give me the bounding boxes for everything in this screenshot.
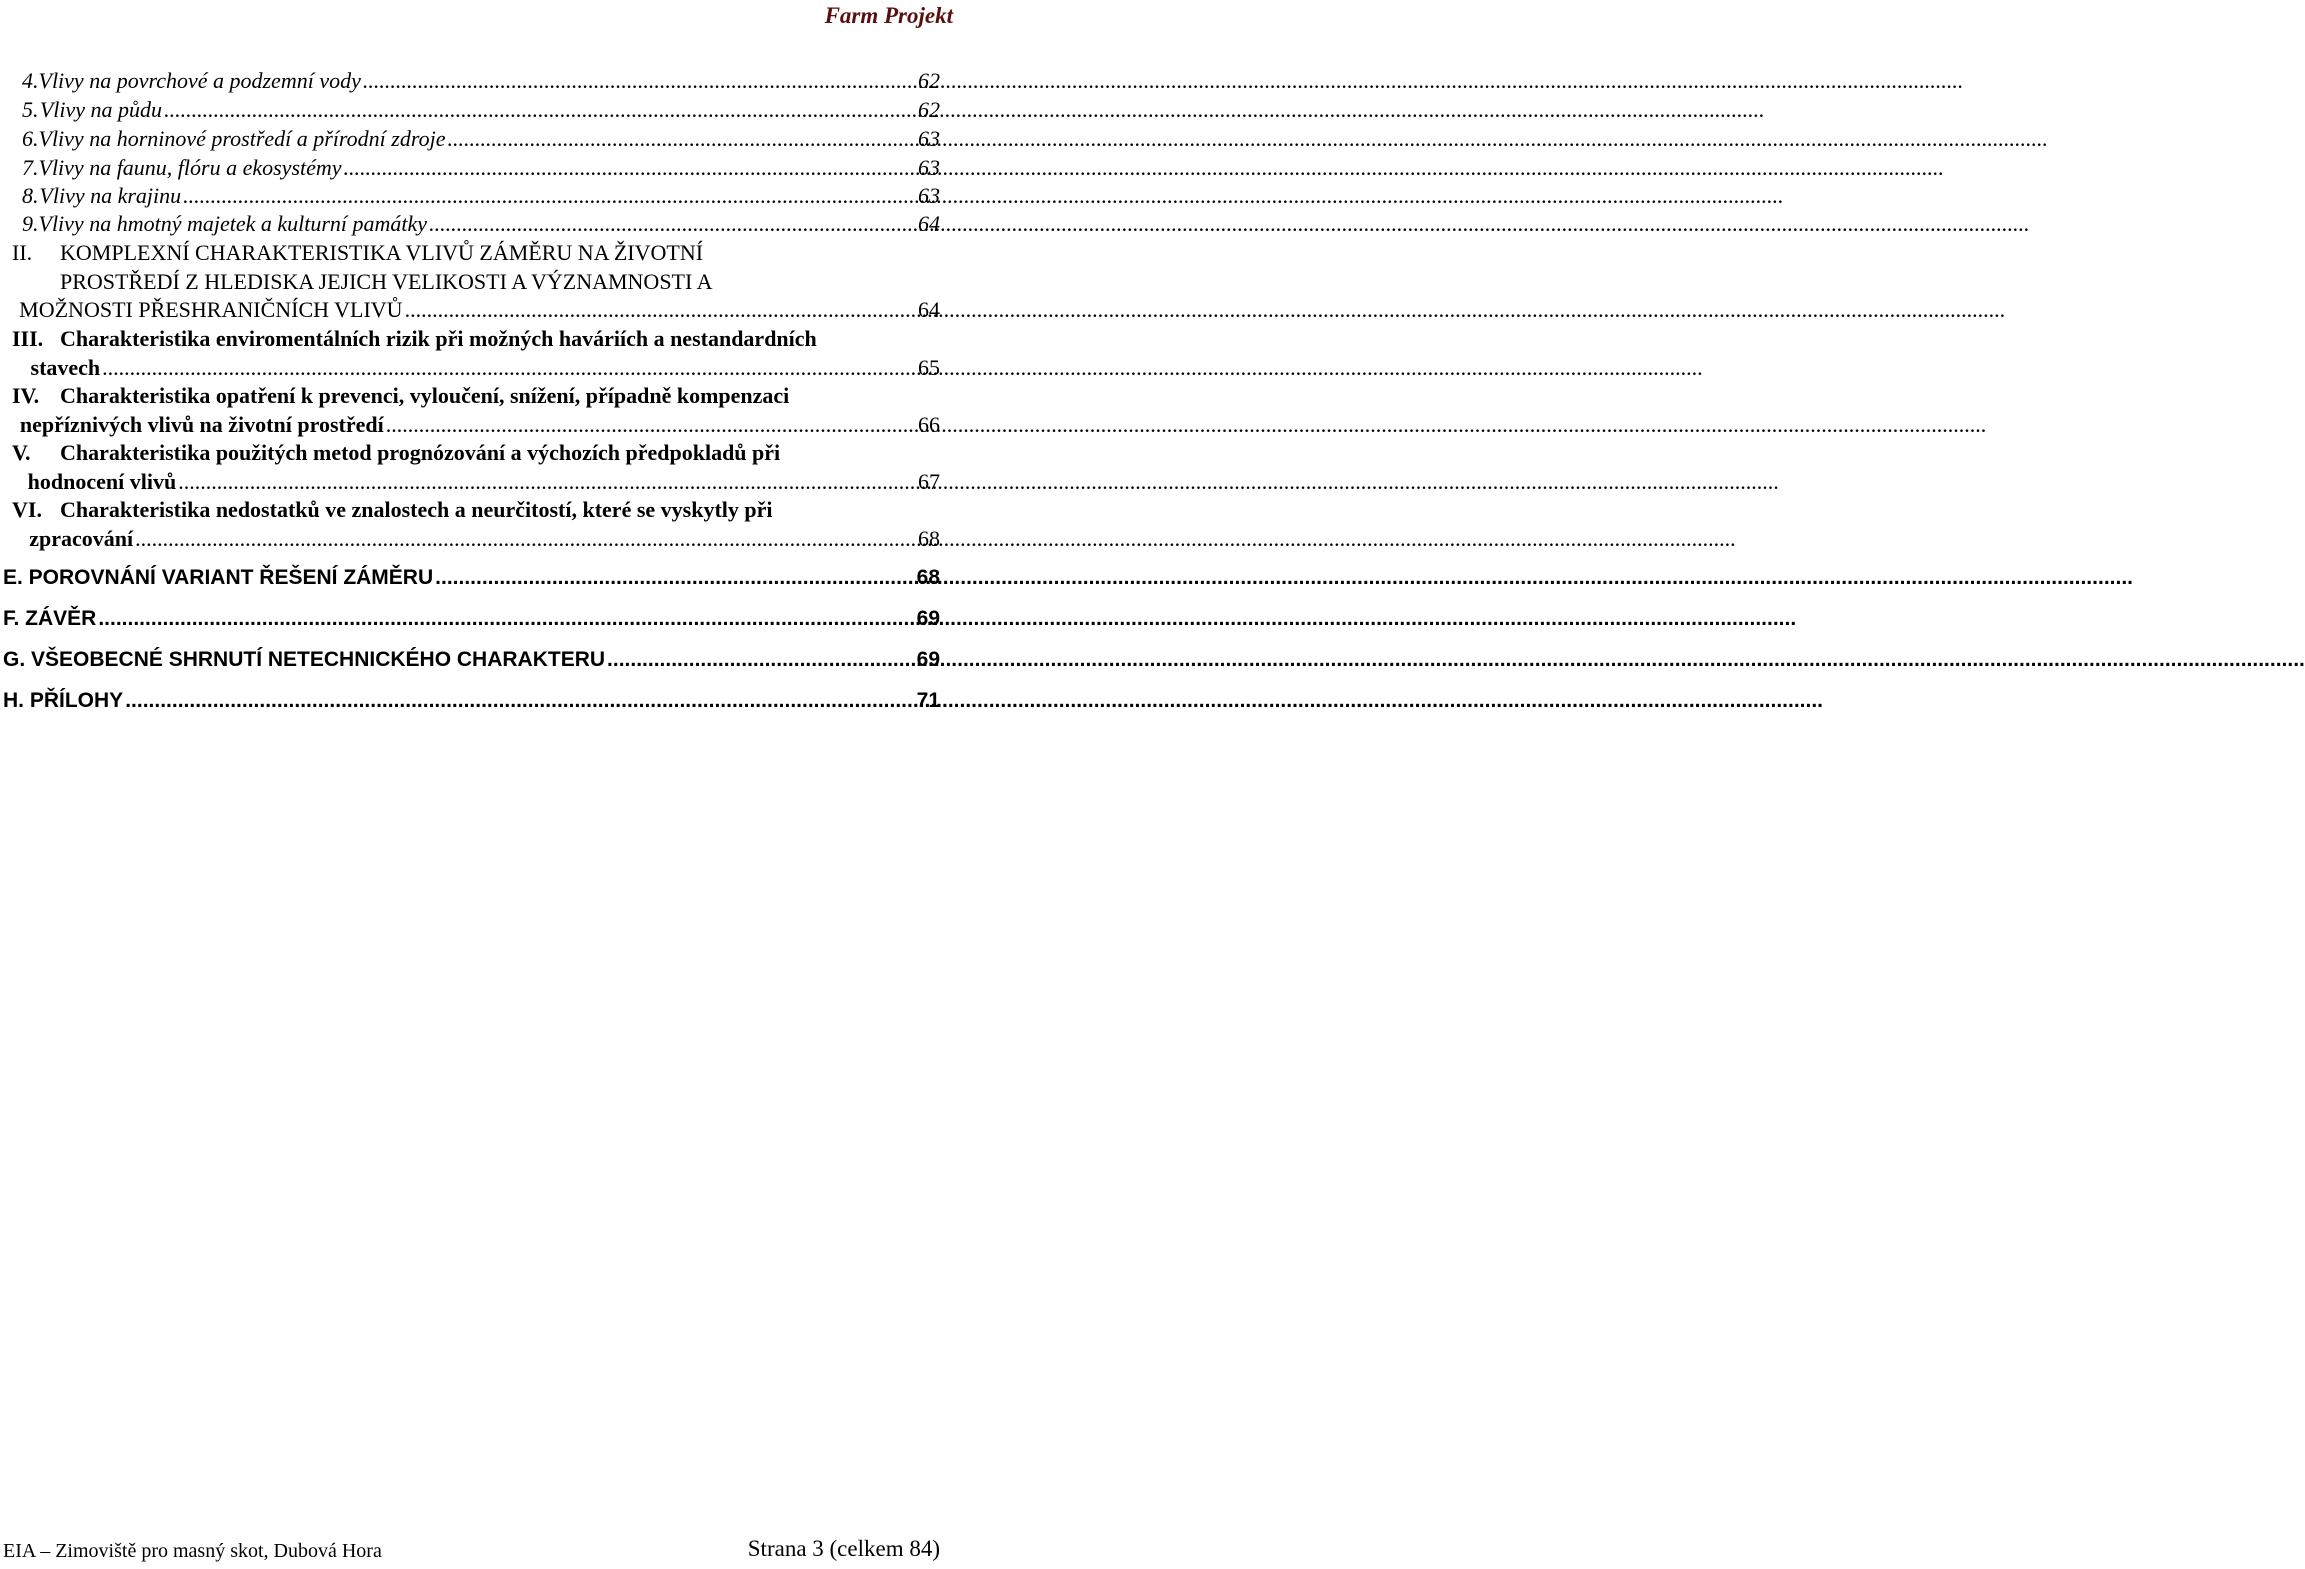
toc-chapter-page: 69 bbox=[916, 607, 940, 630]
leader-dots bbox=[429, 211, 916, 237]
leader-dots bbox=[447, 126, 916, 152]
toc-entry-number: 7. bbox=[22, 155, 39, 180]
toc-entry-title: stavech bbox=[30, 355, 101, 380]
toc-entry-title: Vlivy na půdu bbox=[39, 97, 163, 122]
toc-entry[interactable] bbox=[0, 211, 940, 237]
toc-chapter-page: 68 bbox=[916, 566, 940, 589]
leader-dots bbox=[607, 648, 915, 672]
toc-entry-page: 68 bbox=[918, 526, 940, 551]
toc-entry[interactable] bbox=[0, 155, 940, 181]
toc-entry-section-iv[interactable] bbox=[0, 383, 940, 409]
toc-entry-title: Charakteristika použitých metod prognózování a výchozích předpokladů při bbox=[60, 440, 781, 465]
leader-dots bbox=[344, 155, 916, 181]
toc-entry-page: 64 bbox=[918, 211, 940, 236]
toc-entry-title: Vlivy na hmotný majetek a kulturní památky bbox=[38, 211, 428, 236]
toc-entry-page: 65 bbox=[918, 355, 940, 380]
toc-entry-section-v[interactable] bbox=[0, 440, 940, 466]
leader-dots bbox=[164, 97, 916, 123]
toc-entry-title: hodnocení vlivů bbox=[27, 469, 177, 494]
toc-chapter-title: E. POROVNÁNÍ VARIANT ŘEŠENÍ ZÁMĚRU bbox=[3, 566, 434, 589]
toc-entry-page: 63 bbox=[918, 126, 940, 151]
toc-entry-page: 63 bbox=[918, 183, 940, 208]
leader-dots bbox=[135, 526, 916, 552]
toc-chapter-page: 69 bbox=[916, 648, 940, 671]
toc-entry-title: Vlivy na faunu, flóru a ekosystémy bbox=[38, 155, 342, 180]
toc-chapter-f[interactable] bbox=[0, 607, 940, 631]
toc-entry-title: PROSTŘEDÍ Z HLEDISKA JEJICH VELIKOSTI A VÝZNAMNOSTI A bbox=[60, 269, 713, 294]
toc-entry-title: MOŽNOSTI PŘESHRANIČNÍCH VLIVŮ bbox=[19, 297, 403, 322]
toc-entry-number: IV. bbox=[12, 383, 40, 408]
toc-entry-title: Vlivy na horninové prostředí a přírodní zdroje bbox=[38, 126, 446, 151]
footer-document-title: EIA – Zimoviště pro masný skot, Dubová Hora bbox=[3, 1540, 382, 1562]
footer-page-number: Strana 3 (celkem 84) bbox=[747, 1536, 940, 1561]
toc-entry-title: Vlivy na krajinu bbox=[39, 183, 182, 208]
toc-entry-section-iii[interactable] bbox=[0, 326, 940, 352]
leader-dots bbox=[435, 566, 914, 590]
toc-entry-continuation bbox=[0, 355, 940, 381]
toc-chapter-title: F. ZÁVĚR bbox=[3, 607, 97, 630]
leader-dots bbox=[125, 689, 914, 713]
toc-entry-number: V. bbox=[12, 440, 31, 465]
toc-entry[interactable] bbox=[0, 97, 940, 123]
toc-entry-continuation bbox=[0, 526, 940, 552]
toc-entry-page: 62 bbox=[918, 68, 940, 93]
toc-entry[interactable] bbox=[0, 183, 940, 209]
toc-entry[interactable] bbox=[0, 126, 940, 152]
toc-entry-number: 8. bbox=[22, 183, 39, 208]
toc-entry-title: zpracování bbox=[29, 526, 134, 551]
toc-entry-title: nepříznivých vlivů na životní prostředí bbox=[19, 412, 384, 437]
toc-entry-title: Charakteristika opatření k prevenci, vyloučení, snížení, případně kompenzaci bbox=[60, 383, 790, 408]
toc-entry-page: 62 bbox=[918, 97, 940, 122]
leader-dots bbox=[405, 297, 916, 323]
toc-entry-number: 4. bbox=[22, 68, 39, 93]
toc-entry-title: Charakteristika enviromentálních rizik při možných haváriích a nestandardních bbox=[60, 326, 817, 351]
toc-entry-number: VI. bbox=[12, 497, 42, 522]
toc-chapter-page: 71 bbox=[916, 689, 940, 712]
leader-dots bbox=[386, 412, 916, 438]
toc-chapter-title: G. VŠEOBECNÉ SHRNUTÍ NETECHNICKÉHO CHARAKTERU bbox=[3, 648, 606, 671]
leader-dots bbox=[183, 183, 916, 209]
toc-chapter-e[interactable] bbox=[0, 566, 940, 590]
toc-entry-title: KOMPLEXNÍ CHARAKTERISTIKA VLIVŮ ZÁMĚRU NA ŽIVOTNÍ bbox=[60, 240, 704, 265]
toc-entry-title: Vlivy na povrchové a podzemní vody bbox=[38, 68, 361, 93]
toc-entry-number: 9. bbox=[22, 211, 39, 236]
leader-dots bbox=[363, 68, 916, 94]
toc-chapter-title: H. PŘÍLOHY bbox=[3, 689, 124, 712]
toc-entry-page: 66 bbox=[918, 412, 940, 437]
toc-entry-section-ii[interactable] bbox=[0, 240, 940, 266]
toc-entry-continuation bbox=[0, 269, 940, 295]
header-brand: Farm Projekt bbox=[824, 3, 953, 28]
toc-entry-continuation bbox=[0, 297, 940, 323]
toc-entry-number: 5. bbox=[22, 97, 39, 122]
toc-entry-page: 63 bbox=[918, 155, 940, 180]
toc-entry[interactable] bbox=[0, 68, 940, 94]
toc-chapter-g[interactable] bbox=[0, 648, 940, 672]
toc-entry-continuation bbox=[0, 469, 940, 495]
toc-entry-page: 67 bbox=[918, 469, 940, 494]
leader-dots bbox=[98, 607, 914, 631]
toc-entry-number: II. bbox=[12, 240, 33, 265]
toc-entry-title: Charakteristika nedostatků ve znalostech a neurčitostí, které se vyskytly při bbox=[60, 497, 773, 522]
toc-entry-page: 64 bbox=[918, 297, 940, 322]
leader-dots bbox=[102, 355, 916, 381]
toc-chapter-h[interactable] bbox=[0, 689, 940, 713]
toc-entry-number: 6. bbox=[22, 126, 39, 151]
toc-entry-continuation bbox=[0, 412, 940, 438]
toc-entry-section-vi[interactable] bbox=[0, 497, 940, 523]
leader-dots bbox=[178, 469, 916, 495]
toc-entry-number: III. bbox=[12, 326, 44, 351]
